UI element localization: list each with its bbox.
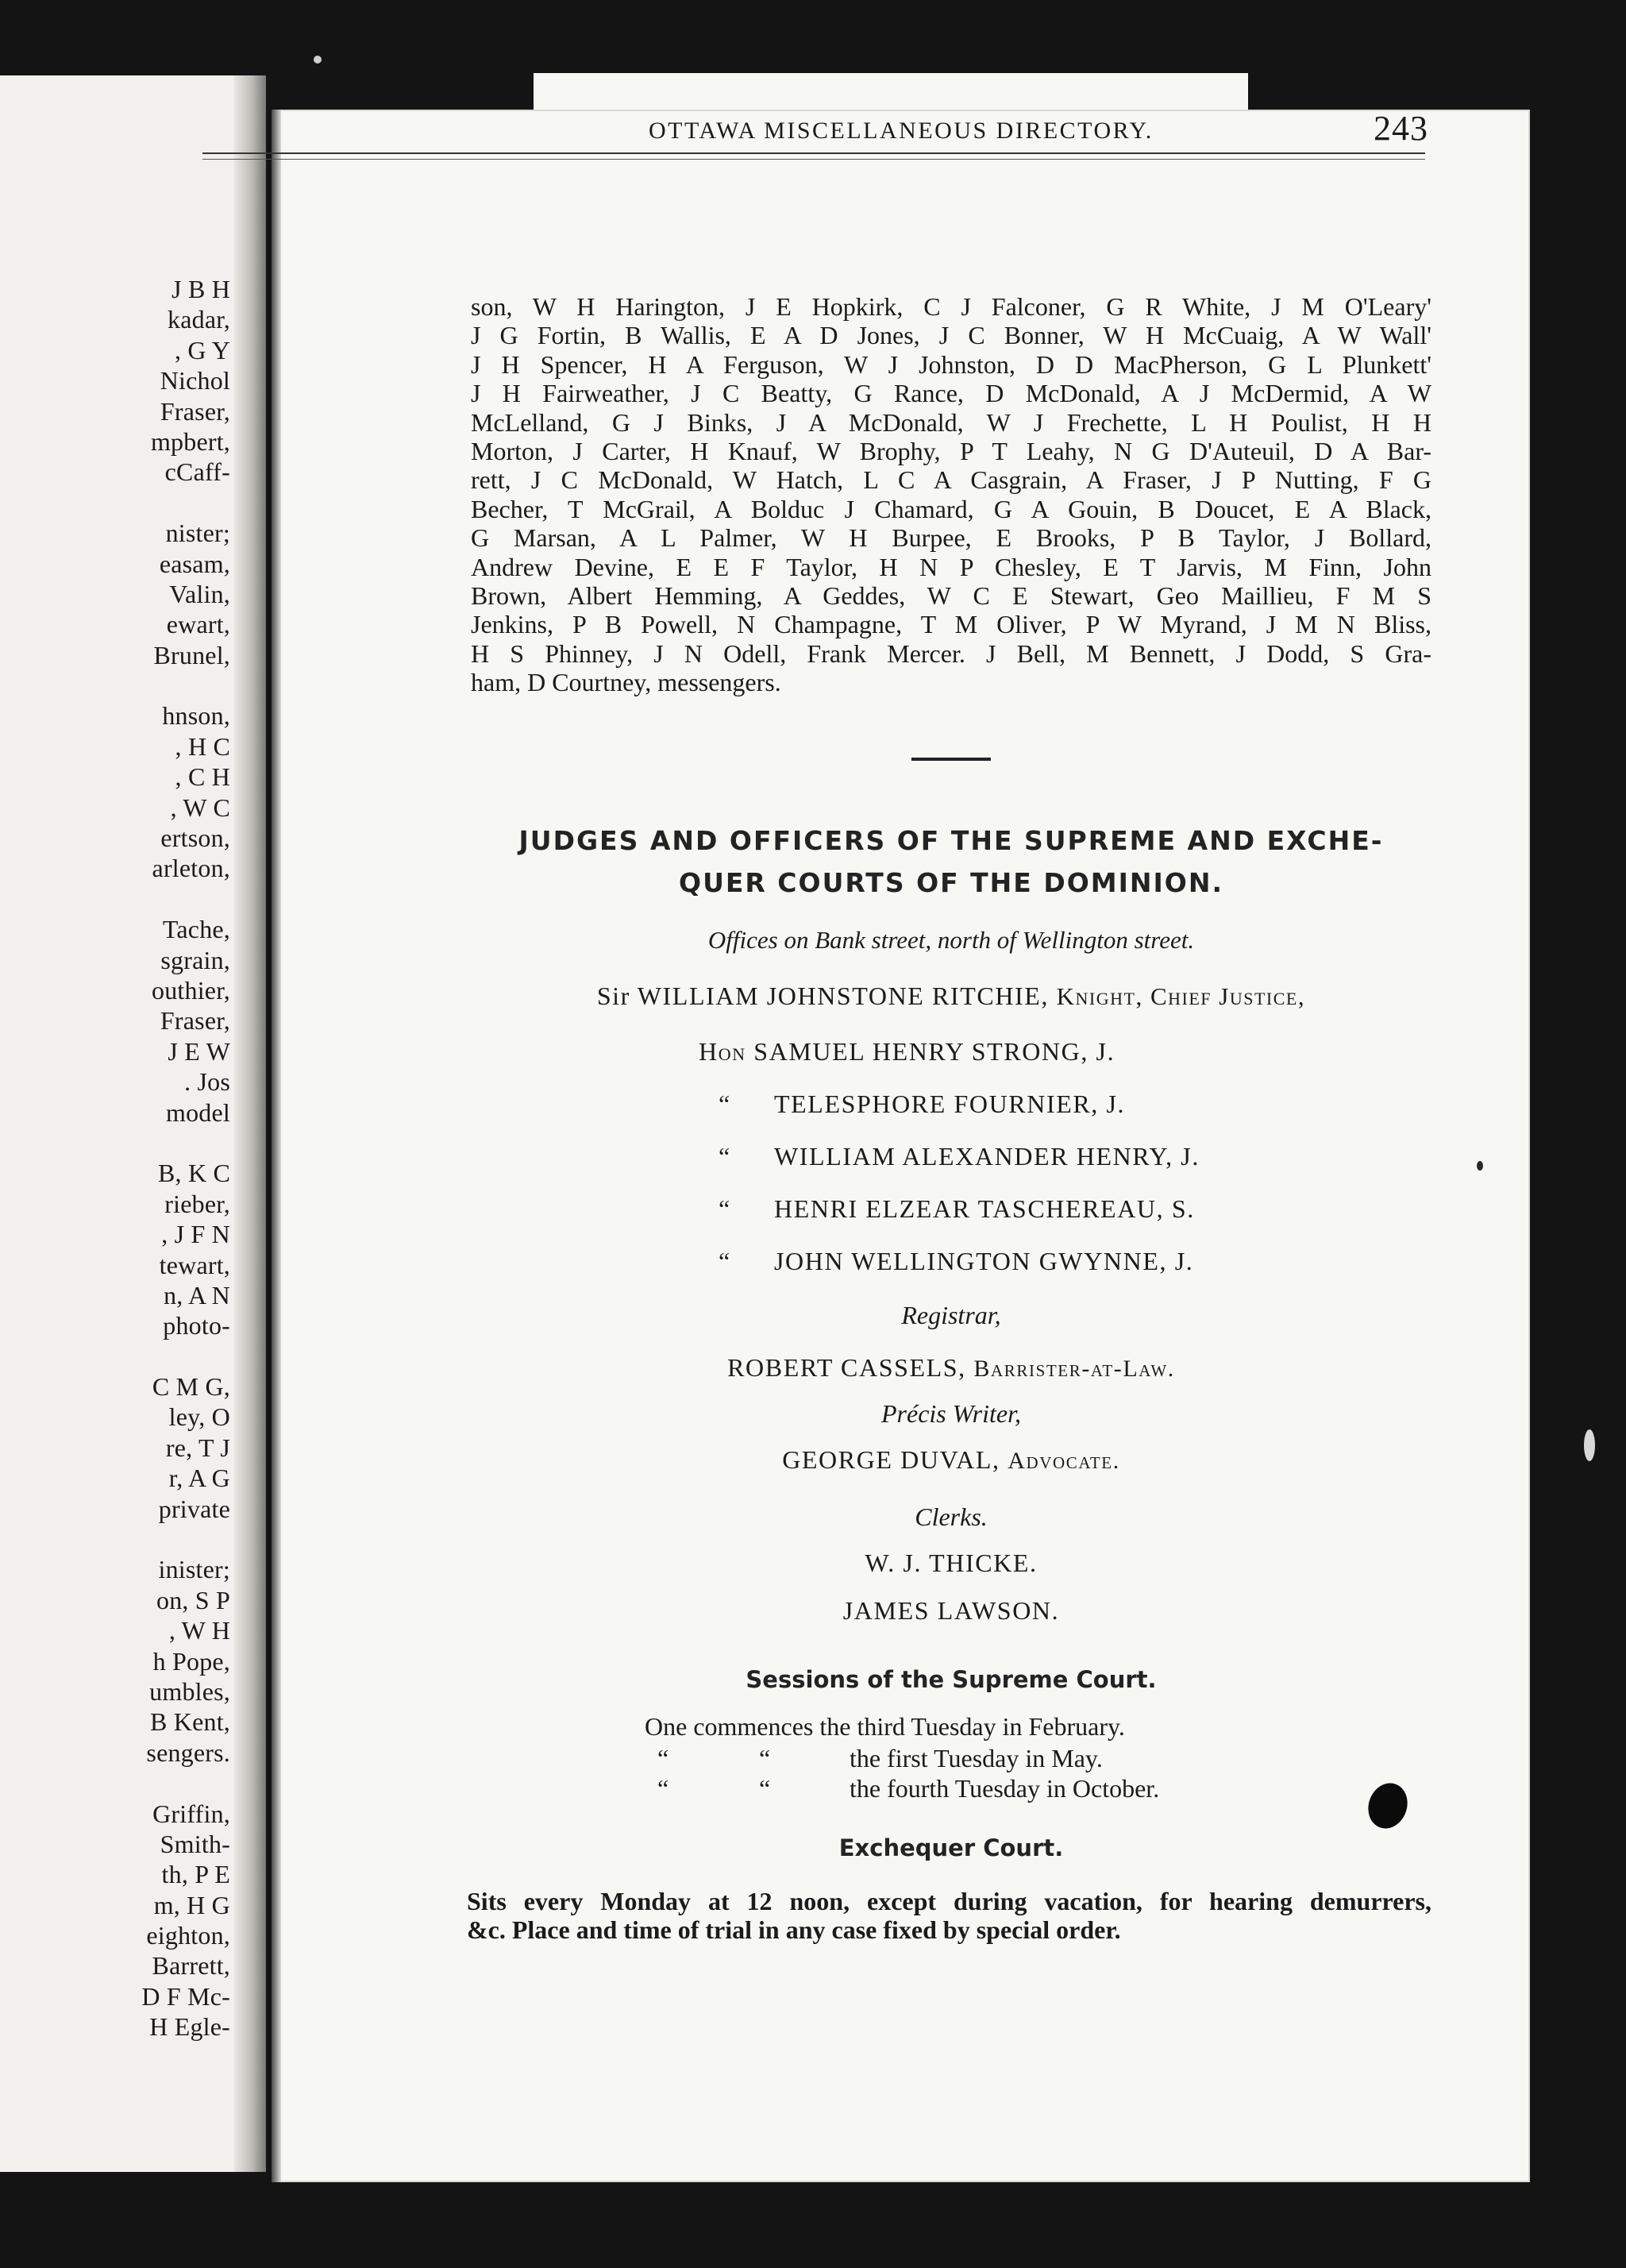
left-fragment-line: kadar, (168, 305, 230, 334)
page-gutter (234, 75, 266, 2172)
chief-justice-name: WILLIAM JOHNSTONE RITCHIE, (637, 982, 1050, 1010)
paragraph-line: J H Fairweather, J C Beatty, G Rance, D McDonald, A J McDermid, A W (471, 379, 1431, 408)
left-fragment-line: easam, (159, 549, 230, 578)
paragraph-line: Morton, J Carter, H Knauf, W Brophy, P T Leahy, N G D'Auteuil, D A Bar- (471, 437, 1431, 466)
session-row (657, 1774, 1159, 1803)
paragraph-line: J H Spencer, H A Ferguson, W J Johnston, D D MacPherson, G L Plunkett' (471, 349, 1431, 379)
chief-justice (471, 982, 1431, 1011)
left-fragment-line: cCaff- (164, 457, 230, 487)
ditto-mark: “ (719, 1194, 731, 1223)
clerk-name: W. J. THICKE. (865, 1549, 1038, 1577)
left-fragment-line: B, K C (158, 1159, 230, 1188)
left-fragment-line: eighton, (146, 1921, 230, 1950)
paragraph-line: ham, D Courtney, messengers. (471, 668, 781, 697)
left-fragment-line: J E W (168, 1036, 230, 1066)
left-fragment-line (141, 670, 230, 700)
left-fragment-line: outhier, (152, 975, 230, 1005)
judge-row (699, 1037, 1115, 1066)
left-fragment-line: . Jos (184, 1067, 230, 1097)
left-fragment-line: th, P E (161, 1860, 230, 1889)
header-rule (202, 152, 1425, 154)
session-row (657, 1744, 1103, 1773)
paragraph-line: McLelland, G J Binks, J A McDonald, W J Frechette, L H Poulist, H H (471, 407, 1431, 437)
left-fragment-line: , W C (170, 793, 230, 822)
ditto-mark: “ (719, 1247, 731, 1275)
left-fragment-line: Brunel, (153, 640, 230, 669)
exchequer-line: &c. Place and time of trial in any case fixed by special order. (467, 1915, 1121, 1944)
offices-location: Offices on Bank street, north of Wellington street. (707, 926, 1195, 954)
precis-name: GEORGE DUVAL, (782, 1445, 1000, 1474)
paragraph-line: rett, J C McDonald, W Hatch, L C A Casgrain, A Fraser, J P Nutting, F G (471, 465, 1431, 495)
judge-row (719, 1142, 1200, 1171)
left-fragment-line (141, 1768, 230, 1798)
ditto-mark: “ (719, 1142, 731, 1171)
header-rule-thin (202, 159, 1425, 160)
left-fragment-line: arleton, (152, 854, 230, 883)
left-fragment-line: model (166, 1097, 230, 1127)
session-row (645, 1712, 1125, 1742)
left-fragment-line: Nichol (160, 366, 230, 395)
left-fragment-line: Valin, (169, 579, 230, 608)
running-title: OTTAWA MISCELLANEOUS DIRECTORY. (649, 118, 1154, 144)
registrar-title: Barrister-at-Law. (973, 1356, 1175, 1382)
ditto-mark: “ (719, 1090, 731, 1118)
sessions-heading: Sessions of the Supreme Court. (746, 1666, 1157, 1693)
left-fragment-line: ley, O (168, 1402, 230, 1432)
exchequer-line: Sits every Monday at 12 noon, except during vacation, for hearing demurrers, (467, 1887, 1431, 1915)
registrar-label: Registrar, (901, 1301, 1001, 1329)
page-number: 243 (1374, 109, 1428, 148)
paragraph-line: Andrew Devine, E E F Taylor, H N P Chesley, E T Jarvis, M Finn, John (471, 552, 1431, 581)
session-date: the fourth Tuesday in October. (850, 1774, 1160, 1803)
ditto-mark: “ (759, 1774, 771, 1803)
precis-title: Advocate. (1008, 1448, 1120, 1474)
session-date: the first Tuesday in May. (850, 1744, 1103, 1772)
left-fragment-line: Griffin, (152, 1799, 230, 1828)
clerk-name: JAMES LAWSON. (842, 1596, 1060, 1625)
left-fragment-line: ertson, (160, 824, 230, 853)
left-fragment-line: B Kent, (150, 1707, 230, 1737)
left-fragment-line (141, 884, 230, 914)
left-fragment-line: Fraser, (160, 396, 230, 426)
chief-justice-prefix: Sir (596, 982, 630, 1010)
paragraph-line: Becher, T McGrail, A Bolduc J Chamard, G A Gouin, B Doucet, E A Black, (471, 494, 1431, 523)
left-fragment-line: m, H G (153, 1890, 230, 1919)
judge-row (719, 1090, 1125, 1119)
chief-justice-title: Knight, Chief Justice, (1056, 982, 1306, 1010)
left-fragment-line (141, 1128, 230, 1158)
left-fragment-line: r, A G (168, 1464, 230, 1493)
judge-name: TELESPHORE FOURNIER, J. (774, 1090, 1126, 1118)
section-title-line-2: QUER COURTS OF THE DOMINION. (679, 867, 1223, 898)
judge-name: SAMUEL HENRY STRONG, J. (753, 1037, 1115, 1066)
left-fragment-line: mpbert, (150, 426, 230, 456)
left-fragment-line: photo- (163, 1311, 230, 1340)
left-fragment-line (141, 488, 230, 518)
messengers-paragraph (471, 292, 1431, 697)
session-lead: One commences (645, 1712, 814, 1741)
judge-name: HENRI ELZEAR TASCHEREAU, S. (774, 1194, 1195, 1223)
left-fragment-line: C M G, (152, 1372, 230, 1402)
left-fragment-line: Tache, (162, 915, 230, 944)
session-date: the third Tuesday in February. (819, 1712, 1125, 1741)
clerks-label: Clerks. (915, 1502, 988, 1531)
paragraph-line: Jenkins, P B Powell, N Champagne, T M Oliver, P W Myrand, J M N Bliss, (471, 610, 1431, 639)
exchequer-heading: Exchequer Court. (838, 1834, 1064, 1861)
left-fragment-line: on, S P (156, 1585, 230, 1614)
registrar (471, 1353, 1431, 1383)
left-fragment-line: J B H (171, 275, 230, 303)
section-title-line-1: JUDGES AND OFFICERS OF THE SUPREME AND EXCHE- (518, 825, 1384, 856)
left-fragment-line: n, A N (164, 1280, 230, 1310)
top-paper-tab (534, 73, 1248, 113)
left-fragment-line: umbles, (149, 1676, 230, 1706)
paragraph-line: Brown, Albert Hemming, A Geddes, W C E Stewart, Geo Maillieu, F M S (471, 581, 1431, 611)
left-fragment-line: ewart, (166, 610, 230, 639)
left-fragment-line: tewart, (159, 1250, 230, 1279)
left-fragment-line: private (158, 1494, 230, 1523)
left-column-fragments (141, 274, 230, 2042)
precis-label: Précis Writer, (881, 1399, 1021, 1428)
judge-name: WILLIAM ALEXANDER HENRY, J. (774, 1142, 1200, 1171)
left-fragment-line: sgrain, (160, 945, 230, 974)
ditto-mark: “ (657, 1774, 669, 1803)
left-fragment-line (141, 1341, 230, 1371)
registrar-name: ROBERT CASSELS, (727, 1353, 966, 1382)
paragraph-line: G Marsan, A L Palmer, W H Burpee, E Brooks, P B Taylor, J Bollard, (471, 523, 1431, 553)
film-speck (1584, 1429, 1595, 1461)
left-fragment-line (141, 1524, 230, 1554)
ink-speck (1477, 1161, 1483, 1171)
precis-writer (471, 1445, 1431, 1475)
judge-row (719, 1247, 1193, 1276)
left-fragment-line: , W H (168, 1616, 230, 1645)
left-fragment-line: , C H (175, 762, 230, 792)
left-fragment-line: rieber, (164, 1189, 230, 1218)
left-fragment-line: Fraser, (160, 1006, 230, 1036)
judge-prefix: Hon (699, 1037, 746, 1066)
left-fragment-line: inister; (158, 1555, 230, 1584)
paragraph-line: son, W H Harington, J E Hopkirk, C J Falconer, G R White, J M O'Leary' (471, 292, 1431, 321)
section-title (471, 820, 1431, 904)
left-fragment-line: h Pope, (152, 1646, 230, 1676)
judge-name: JOHN WELLINGTON GWYNNE, J. (774, 1247, 1194, 1275)
ditto-mark: “ (759, 1744, 771, 1772)
ditto-mark: “ (657, 1744, 669, 1772)
left-fragment-line: , J F N (161, 1220, 230, 1249)
left-fragment-line: , H C (175, 731, 230, 761)
left-fragment-line: sengers. (146, 1738, 230, 1767)
exchequer-text (467, 1887, 1431, 1944)
left-facing-page (0, 75, 266, 2172)
section-divider (911, 758, 991, 761)
left-fragment-line: H Egle- (149, 2012, 230, 2042)
film-speck (314, 56, 322, 64)
left-fragment-line: nister; (165, 519, 230, 548)
left-fragment-line: re, T J (165, 1433, 230, 1462)
left-fragment-line: Smith- (160, 1829, 230, 1858)
left-fragment-line: D F Mc- (141, 1981, 230, 2011)
paragraph-line: H S Phinney, J N Odell, Frank Mercer. J Bell, M Bennett, J Dodd, S Gra- (471, 638, 1431, 668)
judge-row (719, 1194, 1195, 1224)
left-fragment-line: hnson, (162, 701, 230, 731)
left-fragment-line: , G Y (174, 335, 230, 364)
page-edge-shadow (272, 110, 281, 2182)
left-fragment-line: Barrett, (152, 1951, 230, 1981)
paragraph-line: J G Fortin, B Wallis, E A D Jones, J C Bonner, W H McCuaig, A W Wall' (471, 321, 1431, 350)
